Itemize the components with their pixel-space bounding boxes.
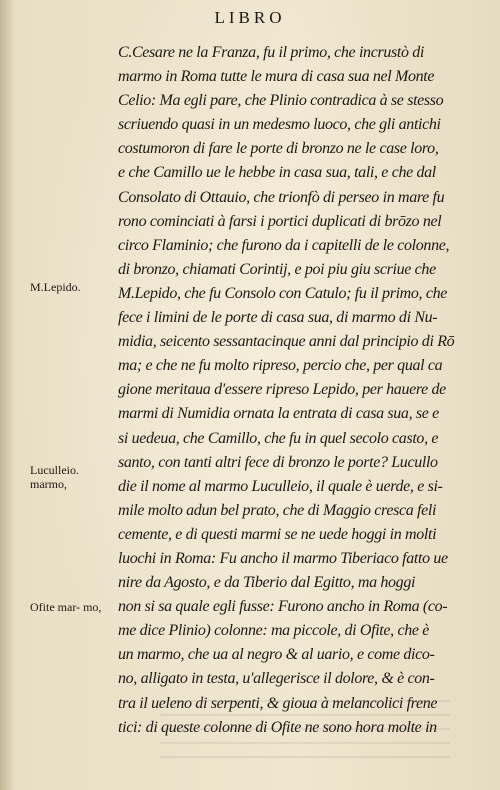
text-line: die il nome al marmo Luculleio, il quale è uerde, e si- [118, 477, 443, 495]
text-line: cemente, e di questi marmi se ne uede hoggi in molti [118, 525, 437, 543]
text-line: e che Camillo ue le hebbe in casa sua, tali, e che dal [118, 164, 436, 182]
text-line: marmo in Roma tutte le mura di casa sua nel Monte [118, 68, 435, 86]
text-line: marmi di Numidia ornata la entrata di casa sua, se e [118, 405, 439, 423]
margin-note-lepido: M.Lepido. [30, 280, 81, 294]
text-line: no, alligato in testa, u'allegerisce il dolore, & è con- [118, 670, 435, 688]
margin-note-ofite: Ofite mar- mo, [30, 600, 102, 614]
text-line: gione meritaua d'essere ripreso Lepido, per hauere de [118, 381, 446, 399]
text-line: mile molto adun bel prato, che di Maggio cresca feli [118, 501, 437, 519]
text-line: tra il ueleno di serpenti, & gioua à melancolici frene [118, 694, 438, 712]
body-text [118, 41, 478, 740]
spine-shadow [0, 0, 14, 790]
text-line: midia, seicento sessantacinque anni dal principio di Rō [118, 333, 455, 351]
text-line: nire da Agosto, e da Tiberio dal Egitto, ma hoggi [118, 574, 416, 592]
text-line: Consolato di Ottauio, che trionfò di perseo in mare fu [118, 188, 445, 206]
text-line: si uedeua, che Camillo, che fu in quel secolo casto, e [118, 429, 439, 447]
running-head: LIBRO [214, 8, 286, 27]
text-line: M.Lepido, che fu Consolo con Catulo; fu il primo, che [118, 284, 447, 302]
margin-note-luculleio: Luculleio. marmo, [30, 463, 79, 491]
text-line: rono cominciati à farsi i portici duplicati di brōzo nel [118, 212, 442, 230]
text-line: non si sa quale egli fusse: Furono ancho in Roma (co- [118, 598, 448, 616]
text-line: ma; e che ne fu molto ripreso, percio che, per qual ca [118, 357, 443, 375]
text-line: tici: di queste colonne di Ofite ne sono hora molte in [118, 718, 437, 736]
text-line: circo Flaminio; che furono da i capitelli de le colonne, [118, 236, 450, 254]
text-line: me dice Plinio) colonne: ma piccole, di Ofite, che è [118, 622, 430, 640]
text-line: Celio: Ma egli pare, che Plinio contradica à se stesso [118, 92, 444, 110]
text-line: fece i limini de le porte di casa sua, di marmo di Nu- [118, 309, 438, 327]
text-line: costumoron di fare le porte di bronzo ne le case loro, [118, 140, 439, 158]
text-line: un marmo, che ua al negro & al uario, e come dico- [118, 646, 435, 664]
text-line: di bronzo, chiamati Corintij, e poi piu giu scriue che [118, 260, 436, 278]
text-line: C.Cesare ne la Franza, fu il primo, che incrustò di [118, 44, 424, 61]
text-line: santo, con tanti altri fece di bronzo le porte? Lucullo [118, 453, 438, 471]
text-line: scriuendo quasi in un medesmo luoco, che gli antichi [118, 116, 441, 134]
text-line: luochi in Roma: Fu ancho il marmo Tiberiaco fatto ue [118, 549, 448, 567]
